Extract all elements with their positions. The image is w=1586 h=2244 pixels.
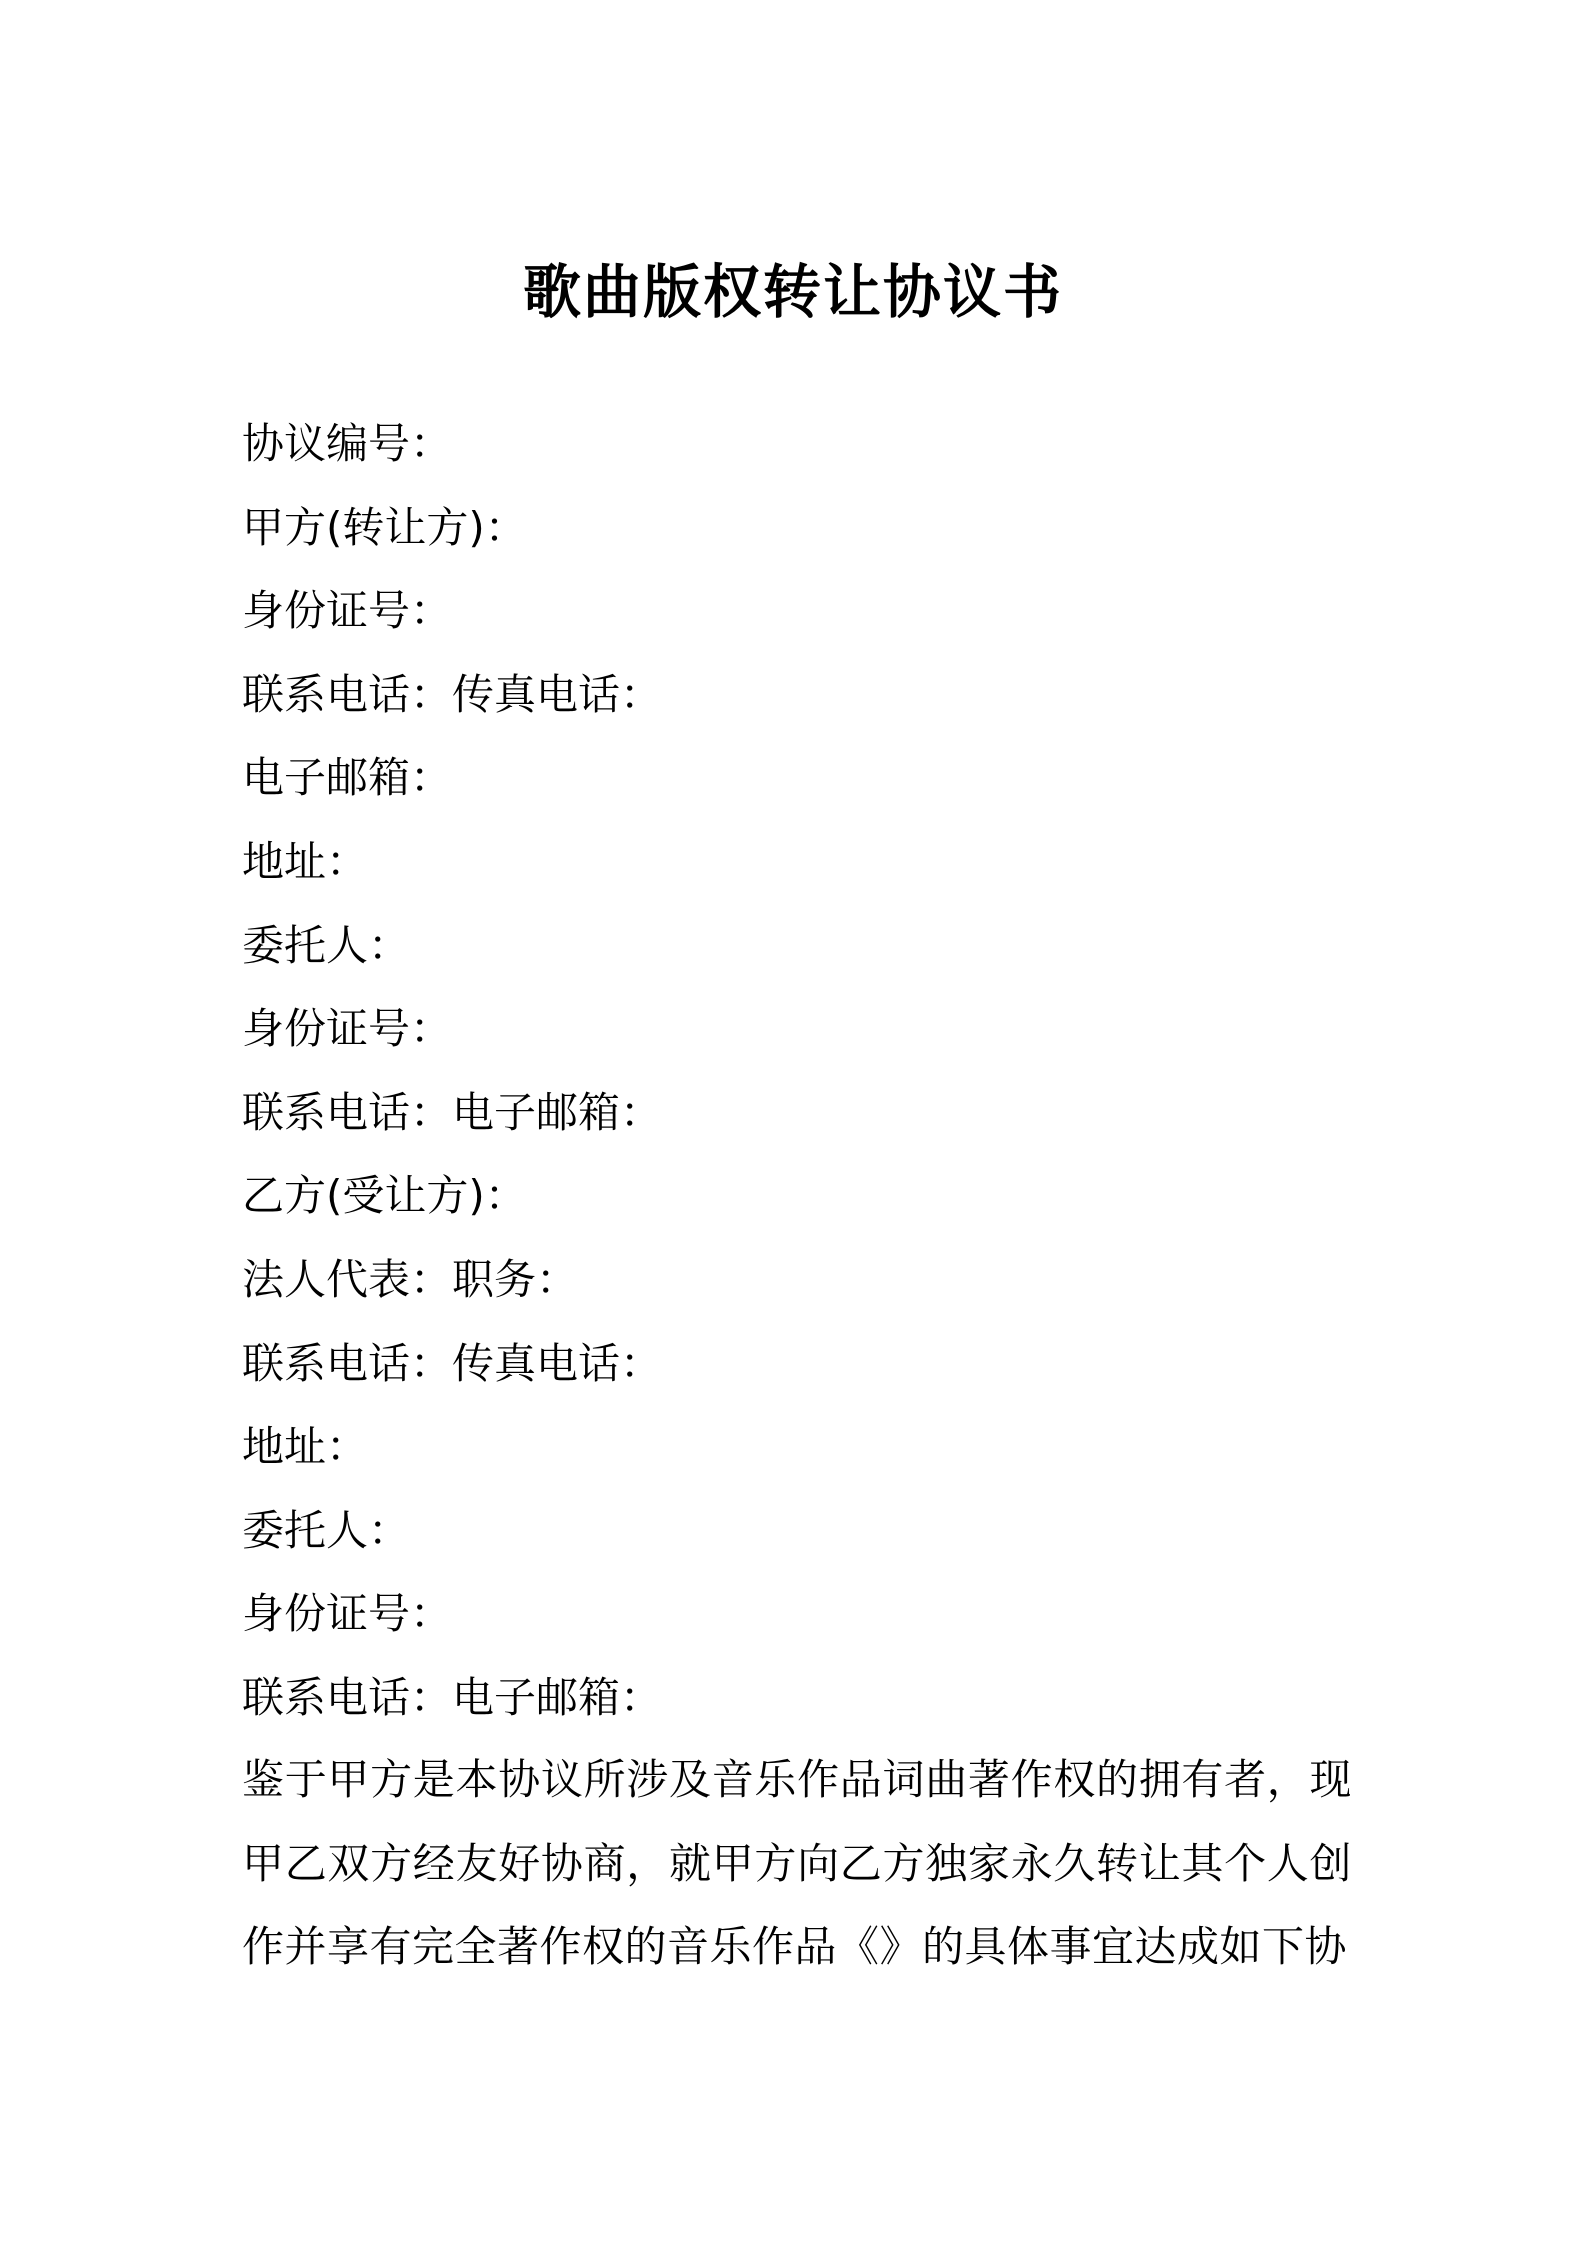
field-agreement-number: 协议编号： xyxy=(242,419,453,468)
field-party-a-agent-phone-email: 联系电话：电子邮箱： xyxy=(242,1087,663,1137)
field-party-b: 乙方(受让方)： xyxy=(242,1171,527,1221)
field-party-b-address: 地址： xyxy=(242,1422,369,1472)
field-party-b-agent-id-number: 身份证号： xyxy=(242,1589,453,1639)
document-title: 歌曲版权转让协议书 xyxy=(522,258,1063,326)
field-party-b-phone-fax: 联系电话：传真电话： xyxy=(242,1338,663,1388)
field-party-a-email: 电子邮箱： xyxy=(242,753,453,803)
field-party-a-agent-id-number: 身份证号： xyxy=(242,1004,453,1054)
field-party-a: 甲方(转让方)： xyxy=(242,502,527,552)
field-party-a-phone-fax: 联系电话：传真电话： xyxy=(242,669,663,719)
preamble-paragraph: 鉴于甲方是本协议所涉及音乐作品词曲著作权的拥有者，现甲乙双方经友好协商，就甲方向乙方独家永久转让其个人创作并享有完全著作权的音乐作品《》的具体事宜达成如下协 xyxy=(242,1755,1352,1972)
field-party-b-agent: 委托人： xyxy=(242,1505,411,1555)
field-party-a-address: 地址： xyxy=(242,836,369,886)
field-party-a-id-number: 身份证号： xyxy=(242,586,453,636)
field-party-b-legal-rep-title: 法人代表：职务： xyxy=(242,1254,579,1304)
field-party-a-agent: 委托人： xyxy=(242,920,411,970)
field-party-b-agent-phone-email: 联系电话：电子邮箱： xyxy=(242,1672,663,1722)
party-info-list xyxy=(242,402,1352,1740)
